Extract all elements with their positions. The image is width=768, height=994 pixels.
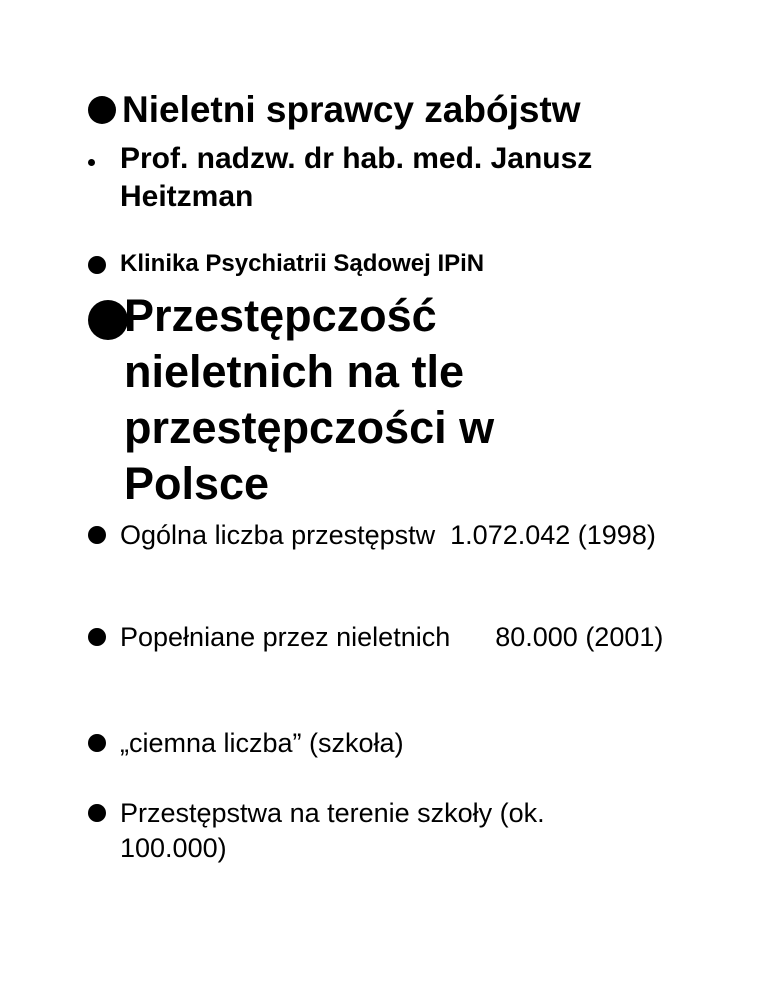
list-item [88,620,748,690]
bullet-icon [88,526,106,544]
list-item [88,89,748,140]
bullet-icon [88,628,106,646]
list-item [88,142,748,218]
list-item-text: Przestępstwa na terenie szkoły (ok. 100.000) [120,798,545,863]
institution-line: Klinika Psychiatrii Sądowej IPiN [120,250,485,277]
list-item [88,726,748,762]
bullet-icon [88,734,106,752]
list-item-text: Popełniane przez nieletnich 80.000 (2001) [120,622,664,652]
list-item [88,518,748,588]
bullet-icon [88,256,106,274]
list-item-text: „ciemna liczba” (szkoła) [120,728,404,758]
author-line: Prof. nadzw. dr hab. med. Janusz Heitzman [120,142,593,213]
bullet-icon [88,300,128,340]
section-heading: Przestępczość nieletnich na tle przestępczości w Polsce [124,290,495,509]
bullet-icon [88,804,106,822]
list-item [88,796,748,866]
list-item-text: Ogólna liczba przestępstw 1.072.042 (1998) [120,520,656,550]
bullet-icon [88,159,95,166]
list-item [88,292,748,522]
list-item [88,250,748,284]
document-title: Nieletni sprawcy zabójstw [122,89,581,130]
bullet-icon [88,96,116,124]
